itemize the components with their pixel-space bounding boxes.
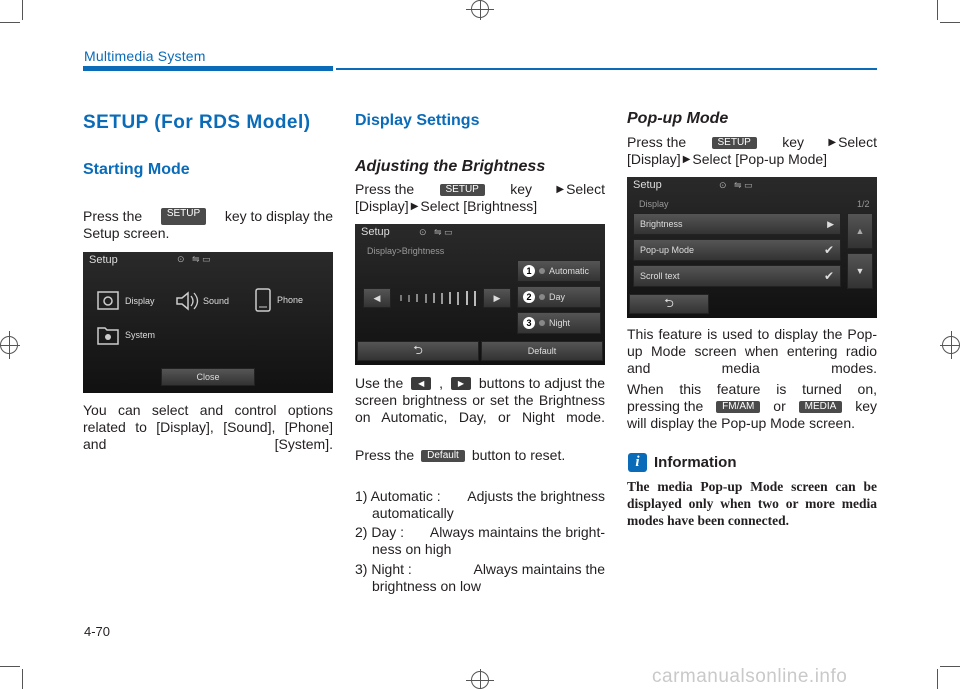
night-option[interactable]: 3 Night <box>517 312 601 334</box>
chevron-right-icon: ▶ <box>827 218 834 229</box>
crop-mark <box>940 22 960 23</box>
information-body: The media Pop-up Mode screen can be displayed only when two or more media modes have been connected. <box>627 479 877 528</box>
crop-mark <box>937 0 938 20</box>
registration-line <box>951 331 952 359</box>
crop-mark <box>940 666 960 667</box>
display-menu-item[interactable]: Display <box>97 290 155 312</box>
information-icon: i <box>628 453 647 472</box>
starting-mode-heading: Starting Mode <box>83 161 190 178</box>
brightness-subheading: Adjusting the Brightness <box>355 158 546 175</box>
when-on-para-line1: When this feature is turned on, <box>627 381 877 397</box>
page-number: 4-70 <box>84 624 111 639</box>
left-arrow-button-icon: ◀ <box>411 377 431 390</box>
when-on-para-line2: pressing the FM/AM or MEDIA key <box>627 398 877 414</box>
display-icon <box>97 290 119 312</box>
breadcrumb: Display <box>639 199 669 209</box>
status-icons: ⊙ ⇋ ▭ <box>719 180 753 190</box>
when-on-para-line3: will display the Pop-up Mode screen. <box>627 415 856 431</box>
breadcrumb: Display>Brightness <box>367 246 445 256</box>
watermark: carmanualsonline.info <box>652 666 848 687</box>
crop-mark <box>0 666 20 667</box>
default-key-badge: Default <box>421 450 465 462</box>
page-indicator: 1/2 <box>857 199 870 209</box>
brightness-screen <box>355 224 605 365</box>
popup-para-line2: [Display] ▶ Select [Pop-up Mode] <box>627 151 828 167</box>
setup-key-badge: SETUP <box>161 208 206 225</box>
right-arrow-button-icon: ▶ <box>451 377 471 390</box>
registration-line <box>466 9 494 10</box>
registration-line <box>480 669 481 689</box>
gear-folder-icon <box>97 325 119 345</box>
popup-mode-heading: Pop-up Mode <box>627 110 729 127</box>
list-item: 2) Day : Always maintains the bright- ness on high <box>355 524 605 557</box>
checkmark-icon: ✔ <box>823 269 834 283</box>
brightness-up-button[interactable]: ▶ <box>483 288 511 308</box>
media-key-badge: MEDIA <box>799 401 843 413</box>
crop-mark <box>937 669 938 689</box>
starting-para-line2: Setup screen. <box>83 225 170 241</box>
automatic-option[interactable]: 1 Automatic <box>517 260 601 282</box>
day-option[interactable]: 2 Day <box>517 286 601 308</box>
list-item: 3) Night : Always maintains the brightness on low <box>355 561 605 594</box>
back-button[interactable]: ⮌ <box>357 341 479 361</box>
use-buttons-rest: screen brightness or set the Brightness on Automatic, Day, or Night mode. <box>355 392 605 425</box>
sound-menu-item[interactable]: Sound <box>175 290 229 312</box>
popup-para-line1: Press the SETUP key ▶ Select <box>627 134 877 150</box>
starting-para-line1: Press the SETUP key to display the <box>83 208 333 224</box>
system-menu-item[interactable]: System <box>97 325 155 345</box>
screen-title: Setup <box>633 179 662 191</box>
registration-line <box>0 345 20 346</box>
display-settings-heading: Display Settings <box>355 112 480 129</box>
popup-mode-screen <box>627 177 877 318</box>
brightness-menu-item[interactable]: Brightness ▶ <box>633 213 841 235</box>
registration-line <box>480 0 481 20</box>
callout-1: 1 <box>523 265 535 277</box>
arrow-right-icon: ▶ <box>828 137 837 148</box>
checkmark-icon: ✔ <box>823 243 834 257</box>
phone-menu-item[interactable]: Phone <box>255 288 303 312</box>
screen-title: Setup <box>89 254 118 266</box>
brightness-para-line1: Press the SETUP key ▶ Select <box>355 181 605 197</box>
scroll-up-button[interactable]: ▲ <box>847 213 873 249</box>
arrow-right-icon: ▶ <box>682 154 691 165</box>
feature-para: This feature is used to display the Pop-up Mode screen when entering radio and media modes. <box>627 326 877 376</box>
close-button[interactable]: Close <box>161 368 255 386</box>
crop-mark <box>22 669 23 689</box>
brightness-para-line2: [Display] ▶ Select [Brightness] <box>355 198 538 214</box>
crop-mark <box>22 0 23 20</box>
header-bar <box>83 66 333 71</box>
arrow-right-icon: ▶ <box>556 184 565 195</box>
phone-icon <box>255 288 271 312</box>
setup-key-badge: SETUP <box>712 137 757 149</box>
back-button[interactable]: ⮌ <box>629 294 709 314</box>
section-header: Multimedia System <box>84 48 206 64</box>
default-para: Press the Default button to reset. <box>355 447 566 463</box>
screen-title: Setup <box>361 226 390 238</box>
registration-line <box>940 345 960 346</box>
use-buttons-line1: Use the ◀ , ▶ buttons to adjust the <box>355 375 605 391</box>
information-title: Information <box>654 454 737 471</box>
crop-mark <box>0 22 20 23</box>
header-rule <box>336 68 877 70</box>
options-para: You can select and control options related to [Display], [Sound], [Phone] and [System]. <box>83 402 333 452</box>
setup-screen <box>83 252 333 393</box>
popup-mode-menu-item[interactable]: Pop-up Mode ✔ <box>633 239 841 261</box>
fm-am-key-badge: FM/AM <box>716 401 760 413</box>
arrow-right-icon: ▶ <box>410 201 419 212</box>
setup-key-badge: SETUP <box>440 184 485 196</box>
list-item: 1) Automatic : Adjusts the brightness automatically <box>355 488 605 521</box>
speaker-icon <box>175 290 199 312</box>
registration-line <box>9 331 10 359</box>
default-button[interactable]: Default <box>481 341 603 361</box>
scroll-text-menu-item[interactable]: Scroll text ✔ <box>633 265 841 287</box>
scroll-down-button[interactable]: ▼ <box>847 253 873 289</box>
brightness-slider[interactable] <box>397 288 479 308</box>
callout-3: 3 <box>523 317 535 329</box>
brightness-down-button[interactable]: ◀ <box>363 288 391 308</box>
status-icons: ⊙ ⇋ ▭ <box>419 227 453 237</box>
callout-2: 2 <box>523 291 535 303</box>
page-title: SETUP (For RDS Model) <box>83 112 311 133</box>
status-icons: ⊙ ⇋ ▭ <box>177 254 211 264</box>
registration-line <box>466 680 494 681</box>
